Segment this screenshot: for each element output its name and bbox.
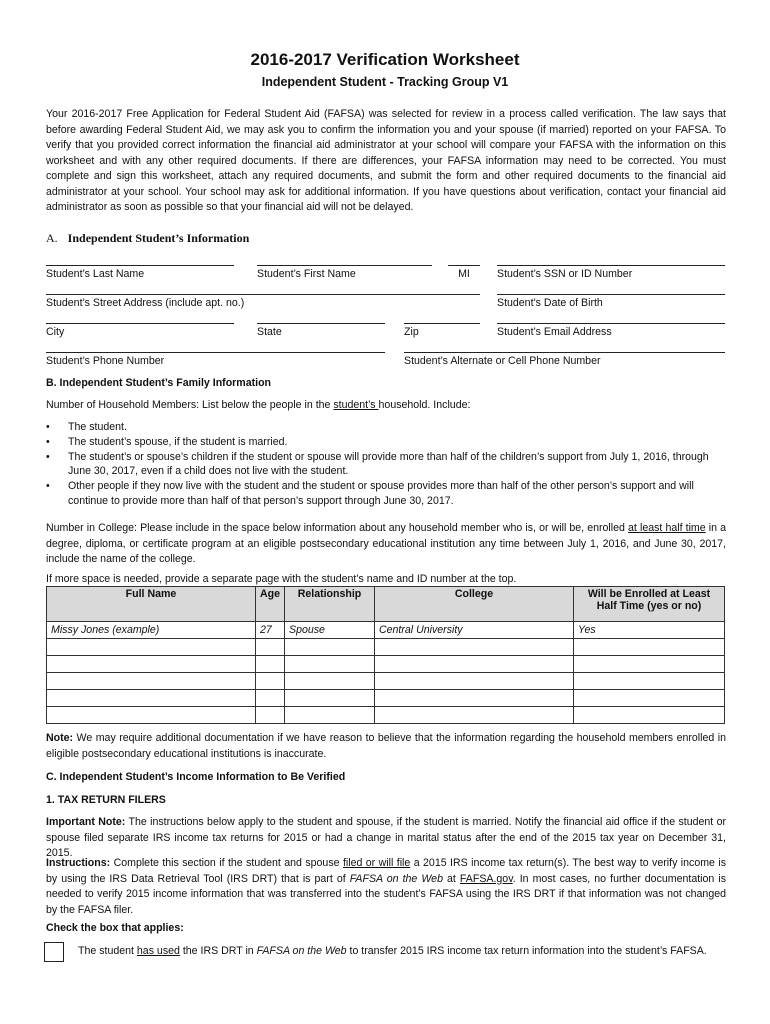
opt-underline: has used [136,945,180,957]
note-text: We may require additional documentation if we have reason to believe that the information regarding the household members enrolled in eligible postsecondary educational institutions is inaccurate. [46,732,726,760]
bullet-icon: • [46,435,50,448]
table-cell[interactable] [256,690,285,707]
table-cell[interactable] [256,639,285,656]
bullet-icon: • [46,480,50,493]
instr-d: . In most cases, no further documentation is needed to verify 2015 income information that was transferred into the student’s FAFSA using the IRS DRT if that information was not changed by the FAFSA filer. [46,872,726,916]
list-item [46,435,726,450]
table-cell[interactable] [574,690,725,707]
section-b-heading: B. Independent Student’s Family Information [46,377,272,389]
table-row [47,622,725,639]
fafsa-gov-link[interactable]: FAFSA.gov [459,872,513,885]
example-relationship: Spouse [285,622,375,639]
college-underline: at least half time [628,522,706,534]
bullet-icon: • [46,450,50,463]
college-post: in a degree, diploma, or certificate program at an eligible postsecondary educational institution any time between July 1, 2016, and June 30, 2017, include the name of the college. [46,522,726,565]
household-intro-post: household. Include: [378,399,471,411]
opt-italic: FAFSA on the Web [256,945,347,957]
intro-paragraph: Your 2016-2017 Free Application for Federal Student Aid (FAFSA) was selected for review in a process called verification. The law says that before awarding Federal Student Aid, we may ask you to confirm the information you and your spouse (if married) reported on your FAFSA. To verify that you provided correct information the financial aid administrator at your school will compare your FAFSA with the information on this worksheet and with any other required documents. If there are differences, your FAFSA information may need to be corrected. You must complete and sign this worksheet, attach any required documents, and submit the form and other required documents to the financial aid administrator at your school. Your school may ask for additional information. If you have questions about verification, contact your financial aid administrator as soon as possible so that your financial aid will not be delayed. [46,108,726,213]
col-college: College [375,587,574,622]
table-cell[interactable] [574,656,725,673]
household-intro-underline: student’s [333,399,379,411]
table-cell[interactable] [285,656,375,673]
mi-field[interactable]: MI [448,265,480,280]
household-intro [46,398,726,414]
irs-drt-option-text [78,944,728,960]
table-cell[interactable] [285,690,375,707]
opt-c: to transfer 2015 IRS income tax return information into the student’s FAFSA. [346,945,707,957]
alt-phone-field[interactable]: Student’s Alternate or Cell Phone Number [404,352,725,367]
bullet-icon: • [46,421,50,433]
example-age: 27 [256,622,285,639]
first-name-field[interactable]: Student’s First Name [257,265,432,280]
email-field[interactable]: Student’s Email Address [497,323,725,338]
dob-field[interactable]: Student’s Date of Birth [497,294,725,309]
state-field[interactable]: State [257,323,385,338]
page-subtitle: Independent Student - Tracking Group V1 [261,75,509,89]
table-cell[interactable] [285,707,375,724]
instr-a: Complete this section if the student and spouse [110,857,343,869]
street-address-field[interactable]: Student’s Street Address (include apt. no.) [46,294,480,309]
table-cell[interactable] [47,673,256,690]
instr-c: at [442,872,460,885]
phone-field[interactable]: Student’s Phone Number [46,352,385,367]
table-row[interactable] [47,673,725,690]
note-label: Note: [46,732,74,744]
important-note [46,815,726,862]
table-cell[interactable] [285,639,375,656]
note-paragraph [46,731,726,762]
city-field[interactable]: City [46,323,234,338]
more-space-note: If more space is needed, provide a separate page with the student’s name and ID number at the top. [46,573,517,585]
table-row[interactable] [47,639,725,656]
table-row[interactable] [47,656,725,673]
table-cell[interactable] [574,639,725,656]
table-cell[interactable] [256,707,285,724]
check-box-label: Check the box that applies: [46,922,184,934]
section-a-heading [46,231,249,246]
section-a-letter: A. [46,231,58,245]
important-text: The instructions below apply to the student and spouse, if the student is married. Notify the financial aid office if the student or spouse filed separate IRS income tax returns for 2015 or had a change in marital status after the end of the 2015 tax year on December 31, 2015. [46,816,726,859]
table-row[interactable] [47,707,725,724]
table-cell[interactable] [375,707,574,724]
instructions-label: Instructions: [46,857,111,869]
zip-field[interactable]: Zip [404,323,480,338]
table-cell[interactable] [47,639,256,656]
instr-italic: FAFSA on the Web [349,872,443,885]
list-item [46,479,726,509]
ssn-field[interactable]: Student’s SSN or ID Number [497,265,725,280]
table-cell[interactable] [256,656,285,673]
list-item-text: The student’s or spouse’s children if the student or spouse will provide more than half of the children’s support from July 1, 2016, through June 30, 2017, even if a child does not live with the student. [68,450,709,478]
table-header-row [47,587,725,622]
table-cell[interactable] [375,673,574,690]
table-cell[interactable] [375,656,574,673]
last-name-field[interactable]: Student’s Last Name [46,265,234,280]
table-cell[interactable] [47,656,256,673]
section-c-heading: C. Independent Student’s Income Information to Be Verified [46,771,346,783]
section-a-title: Independent Student’s Information [67,231,250,245]
page-title: 2016-2017 Verification Worksheet [250,50,520,69]
household-list [46,420,726,509]
table-cell[interactable] [574,673,725,690]
table-cell[interactable] [285,673,375,690]
instr-underline: filed or will file [342,857,411,869]
list-item-text: Other people if they now live with the student and the student or spouse provides more than half of the other person’s support and will continue to provide more than half of that person’s support through June 30, 2017. [68,480,694,507]
example-enrolled: Yes [574,622,725,639]
list-item [46,450,726,480]
table-cell[interactable] [256,673,285,690]
instr-b: a 2015 IRS income tax return(s). The best way to verify income is by using the IRS Data Retrieval Tool (IRS DRT) that is part of [46,857,727,885]
household-intro-pre: Number of Household Members: List below the people in the [46,399,334,411]
col-full-name: Full Name [47,587,256,622]
example-name: Missy Jones (example) [47,622,256,639]
list-item-text: The student. [68,421,127,433]
irs-drt-used-checkbox[interactable] [44,942,64,962]
table-cell[interactable] [574,707,725,724]
table-cell[interactable] [47,707,256,724]
number-in-college-paragraph [46,521,726,568]
important-label: Important Note: [46,816,126,828]
household-table [46,586,725,724]
col-age: Age [256,587,285,622]
col-enrolled: Will be Enrolled at Least Half Time (yes or no) [574,587,725,622]
table-cell[interactable] [375,690,574,707]
col-relationship: Relationship [285,587,375,622]
table-row[interactable] [47,690,725,707]
college-pre: Number in College: Please include in the space below information about any household member who is, or will be, enrolled [46,522,629,534]
tax-return-filers-heading: 1. TAX RETURN FILERS [46,794,166,806]
list-item-text: The student’s spouse, if the student is married. [68,435,288,448]
table-cell[interactable] [375,639,574,656]
opt-b: the IRS DRT in [179,945,257,957]
opt-a: The student [78,945,137,957]
table-cell[interactable] [47,690,256,707]
example-college: Central University [375,622,574,639]
list-item [46,420,726,435]
instructions-paragraph [46,856,726,918]
